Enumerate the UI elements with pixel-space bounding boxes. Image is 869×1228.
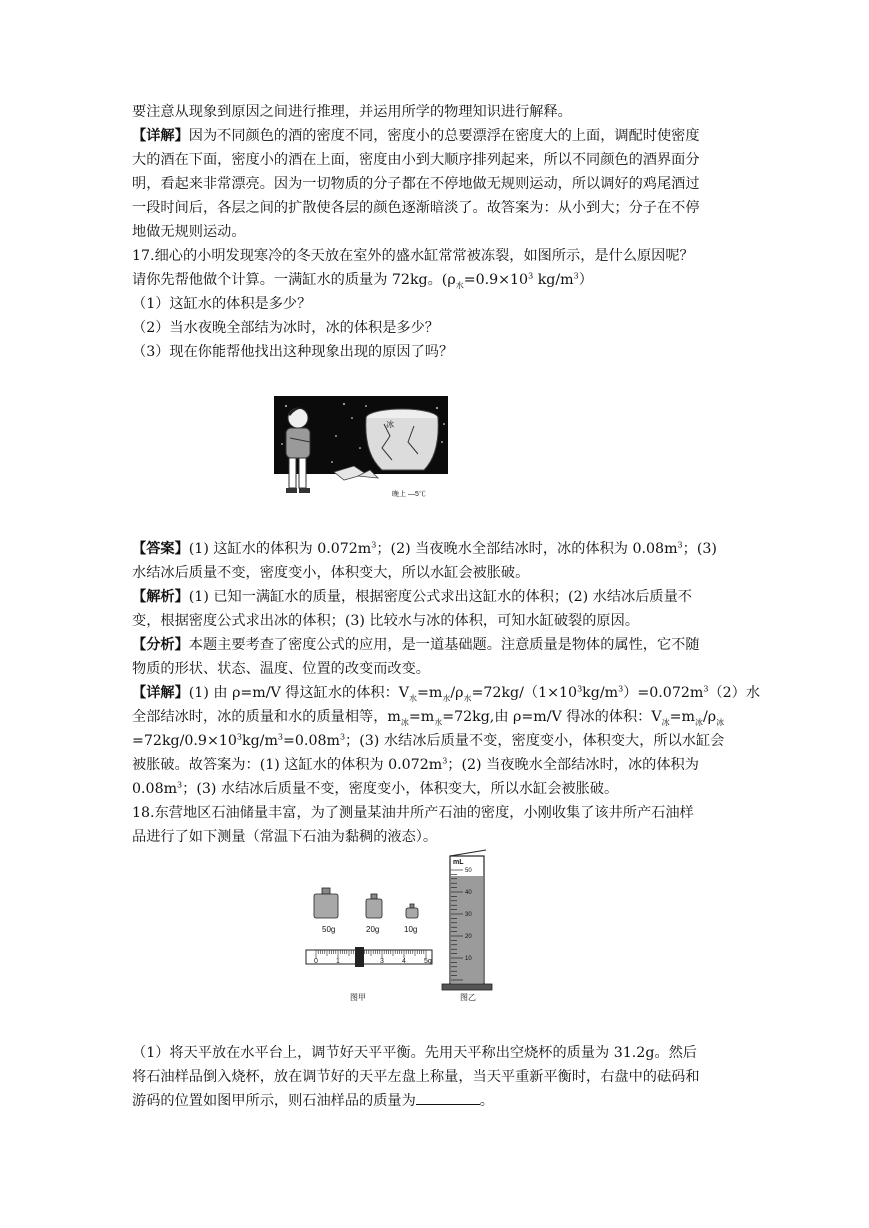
text-span: =m: [669, 709, 695, 725]
weight-label: 20g: [366, 925, 380, 934]
text-span: =72kg/（1×10: [471, 685, 578, 701]
text-span: (1) 已知一满缸水的质量，根据密度公式求出这缸水的体积；(2) 水结冰后质量不: [188, 589, 692, 605]
text-line: 明，看起来非常漂亮。因为一切物质的分子都在不停地做无规则运动，所以调好的鸡尾酒过: [132, 176, 700, 192]
text-span: kg/m: [533, 272, 574, 288]
superscript: 3: [577, 684, 583, 694]
subscript: 水: [442, 693, 451, 703]
detail-line: [132, 777, 618, 801]
weight-50g: [314, 888, 338, 918]
weight-label: 10g: [404, 925, 418, 934]
subscript: 冰: [661, 717, 670, 727]
detail-line: [132, 753, 699, 777]
superscript: 3: [277, 732, 284, 742]
text-span: 本题主要考查了密度公式的应用，是一道基础题。注意质量是物体的属性，它不随: [188, 637, 700, 653]
cylinder-tick-label: 40: [465, 890, 472, 896]
text-span: 请你先帮他做个计算。一满缸水的质量为 72kg。(ρ: [132, 272, 456, 288]
text-span: =m: [417, 685, 443, 701]
text-span: ）: [578, 272, 593, 288]
cylinder-tick-label: 10: [465, 956, 472, 962]
text-line: 一段时间后，各层之间的扩散使各层的颜色逐渐暗淡了。故答案为：从小到大；分子在不停: [132, 200, 700, 216]
analysis-tag: 【解析】: [132, 589, 189, 605]
subscript: 冰: [694, 717, 703, 727]
superscript: 3: [236, 732, 242, 742]
weight-10g: [406, 904, 418, 918]
answer-line: 水结冰后质量不变，密度变小，体积变大，所以水缸会被胀破。: [132, 565, 530, 581]
text-span: （2）水: [708, 685, 761, 701]
text-span: =0.9×10: [463, 272, 529, 288]
balance-cylinder-figure: [300, 848, 500, 1006]
scale-tick-label: 1: [336, 958, 340, 965]
superscript: 3: [177, 780, 183, 790]
text-line: 地做无规则运动。: [132, 224, 246, 240]
detail-tag: 【详解】: [132, 128, 189, 144]
sub-question: （3）现在你能帮他找出这种现象出现的原因了吗？: [132, 344, 454, 360]
sub-question: （1）将天平放在水平台上，调节好天平平衡。先用天平称出空烧杯的质量为 31.2g。然后: [132, 1045, 697, 1061]
superscript: 3: [677, 540, 683, 550]
question-stem: [132, 268, 593, 292]
text-line: 大的酒在下面，密度小的酒在上面，密度由小到大顺序排列起来，所以不同颜色的酒界面分: [132, 152, 700, 168]
text-span: ；(3) 水结冰后质量不变，密度变小，体积变大，所以水缸会被胀破。: [182, 781, 619, 797]
detail-tag: 【详解】: [132, 685, 189, 701]
text-span: (1) 由 ρ=m/V 得这缸水的体积：V: [188, 685, 410, 701]
subscript: 水: [455, 280, 464, 290]
text-span: kg/m: [582, 685, 619, 701]
text-span: =72kg,由 ρ=m/V 得冰的体积：V: [442, 709, 662, 725]
text-span: /ρ: [702, 709, 717, 725]
text-span: kg/m: [242, 733, 278, 749]
text-span: (1) 这缸水的体积为 0.072m: [188, 541, 372, 557]
text-span: ；(3): [682, 541, 717, 557]
text-line: [132, 124, 700, 148]
text-line: 要注意从现象到原因之间进行推理，并运用所学的物理知识进行解释。: [132, 104, 572, 120]
text-span: 游码的位置如图甲所示，则石油样品的质量为: [132, 1093, 416, 1109]
text-span: ）=0.072m: [623, 685, 704, 701]
detail-line: [132, 681, 760, 705]
scale-tick-label: 5g: [424, 958, 432, 965]
subscript: 水: [434, 717, 443, 727]
text-span: 。: [479, 1093, 494, 1109]
scale-tick-label: 0: [314, 958, 318, 965]
analysis-line: [132, 585, 692, 609]
figure-caption-a: 图甲: [350, 993, 366, 1002]
superscript: 3: [339, 732, 346, 742]
text-span: ；(3) 水结冰后质量不变，密度变小，体积变大，所以水缸会: [345, 733, 725, 749]
answer-tag: 【答案】: [132, 541, 189, 557]
text-span: ；(2) 当夜晚水全部结冰时，冰的体积为 0.08m: [376, 541, 678, 557]
question-stem: 17.细心的小明发现寒冷的冬天放在室外的盛水缸常常被冻裂，如图所示，是什么原因呢？: [132, 248, 694, 264]
detail-line: [132, 705, 724, 729]
subscript: 冰: [400, 717, 409, 727]
text-span: ；(2) 当夜晚水全部结冰时，冰的体积为: [447, 757, 699, 773]
text-span: 全部结冰时，冰的质量和水的质量相等，m: [132, 709, 401, 725]
superscript: 3: [703, 684, 709, 694]
temperature-label: 晚上 —5℃: [392, 491, 426, 498]
question-stem: 品进行了如下测量（常温下石油为黏稠的液态）。: [132, 829, 438, 845]
scale-tick-label: 4: [402, 958, 406, 965]
subscript: 水: [409, 693, 418, 703]
analysis-line: 变，根据密度公式求出冰的体积；(3) 比较水与冰的体积，可知水缸破裂的原因。: [132, 613, 639, 629]
superscript: 3: [528, 271, 534, 281]
rider: [355, 947, 364, 967]
answer-blank[interactable]: [416, 1090, 480, 1105]
text-span: 被胀破。故答案为：(1) 这缸水的体积为 0.072m: [132, 757, 443, 773]
text-span: 因为不同颜色的酒的密度不同，密度小的总要漂浮在密度大的上面，调配时使密度: [188, 128, 700, 144]
superscript: 3: [371, 540, 377, 550]
cylinder-tick-label: 30: [465, 912, 472, 918]
text-span: =72kg/0.9×10: [132, 733, 237, 749]
subscript: 水: [463, 693, 472, 703]
scale-tick-label: 3: [380, 958, 384, 965]
superscript: 3: [442, 756, 448, 766]
sub-question: [132, 1089, 494, 1113]
text-span: 0.08m: [132, 781, 178, 797]
cylinder-tick-label: 50: [465, 868, 472, 874]
text-span: /ρ: [450, 685, 464, 701]
answer-line: [132, 537, 717, 561]
comment-tag: 【分析】: [132, 637, 189, 653]
subscript: 冰: [716, 717, 725, 727]
sub-question: （1）这缸水的体积是多少？: [132, 296, 312, 312]
sub-question: 将石油样品倒入烧杯，放在调节好的天平左盘上称量，当天平重新平衡时，右盘中的砝码和: [132, 1069, 700, 1085]
superscript: 3: [618, 684, 624, 694]
frozen-vat-figure: [274, 396, 448, 502]
ice-label: 冰: [386, 420, 394, 429]
comment-line: [132, 633, 700, 657]
sub-question: （2）当水夜晚全部结为冰时，冰的体积是多少？: [132, 320, 439, 336]
figure-caption-b: 图乙: [460, 993, 476, 1002]
weight-label: 50g: [322, 925, 336, 934]
cylinder-tick-label: 20: [465, 934, 472, 940]
cylinder-unit: mL: [453, 859, 464, 866]
text-span: =0.08m: [283, 733, 340, 749]
superscript: 3: [573, 271, 579, 281]
text-span: =m: [408, 709, 435, 725]
question-stem: 18.东营地区石油储量丰富，为了测量某油井所产石油的密度，小刚收集了该井所产石油样: [132, 805, 694, 821]
comment-line: 物质的形状、状态、温度、位置的改变而改变。: [132, 661, 430, 677]
weight-20g: [366, 894, 382, 918]
detail-line: [132, 729, 724, 753]
